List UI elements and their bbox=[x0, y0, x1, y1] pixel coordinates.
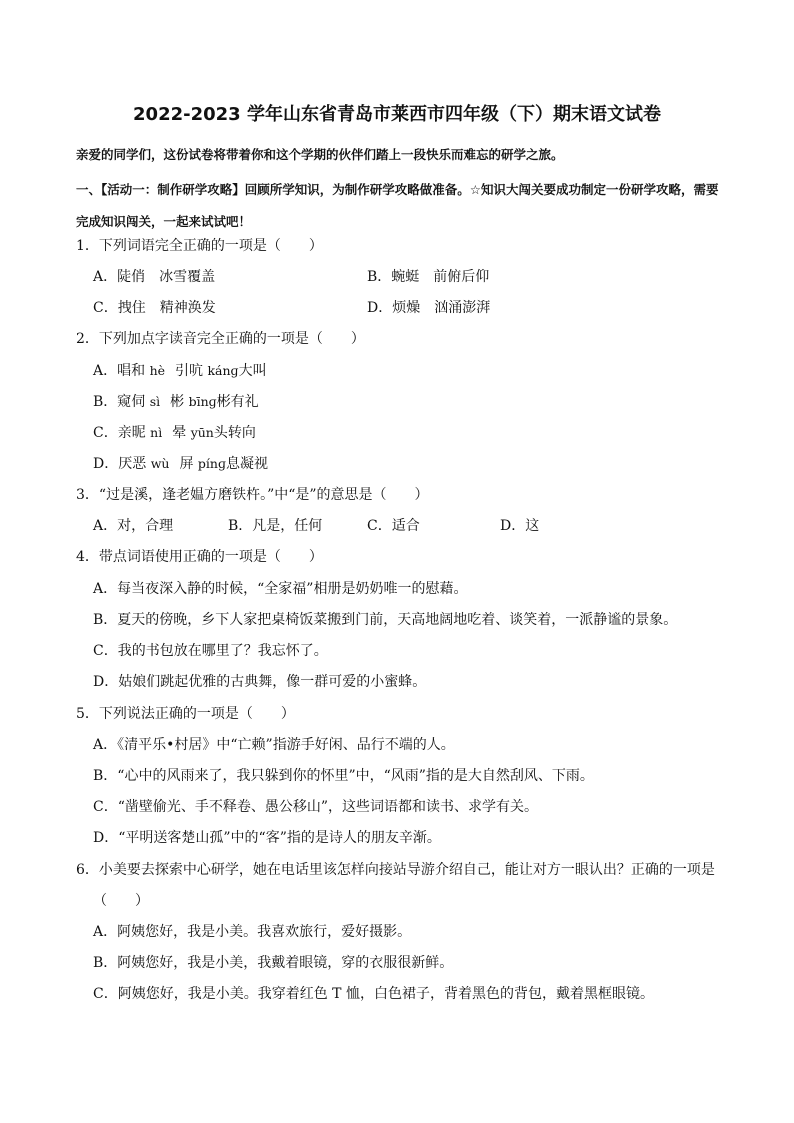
question-stem: 小美要去探索中心研学，她在电话里该怎样向接站导游介绍自己，能让对方一眼认出？正确的一项是 bbox=[98, 862, 715, 878]
question-1 bbox=[76, 236, 736, 256]
question-stem: “过是溪，逢老媪方磨铁杵。”中“是”的意思是（ ） bbox=[98, 487, 429, 503]
option-d: D．厌恶 wù 屏 pínɡ息凝视 bbox=[93, 456, 268, 472]
option-b: B．凡是，任何 bbox=[228, 518, 323, 534]
option-a: A．每当夜深入静的时候，“全家福”相册是奶奶唯一的慰藉。 bbox=[93, 581, 468, 597]
question-stem: 下列词语完全正确的一项是（ ） bbox=[98, 238, 323, 254]
question-2 bbox=[76, 329, 736, 349]
question-stem: 下列加点字读音完全正确的一项是（ ） bbox=[98, 331, 365, 347]
option-d: D．“平明送客楚山孤”中的“客”指的是诗人的朋友辛渐。 bbox=[93, 830, 441, 846]
question-number: 6． bbox=[76, 862, 99, 878]
question-stem: 带点词语使用正确的一项是（ ） bbox=[98, 549, 323, 565]
option-c: C．“凿壁偷光、手不释卷、愚公移山”，这些词语都和读书、求学有关。 bbox=[93, 799, 539, 815]
option-a: A．唱和 hè 引吭 kánɡ大叫 bbox=[93, 363, 267, 379]
question-number: 3． bbox=[76, 487, 99, 503]
question-number: 1． bbox=[76, 238, 99, 254]
question-5 bbox=[76, 704, 736, 724]
option-b: B．窥伺 sì 彬 bīnɡ彬有礼 bbox=[93, 394, 259, 410]
option-d: D．姑娘们跳起优雅的古典舞，像一群可爱的小蜜蜂。 bbox=[93, 674, 427, 690]
question-6 bbox=[76, 860, 736, 880]
question-stem-continuation: （ ） bbox=[93, 893, 149, 909]
option-d: D．这 bbox=[500, 518, 540, 534]
option-b: B．蜿蜓 前俯后仰 bbox=[367, 269, 490, 285]
option-c: C．我的书包放在哪里了？我忘怀了。 bbox=[93, 643, 328, 659]
option-d: D．烦燥 汹涌澎湃 bbox=[367, 300, 491, 316]
option-c: C．适合 bbox=[367, 518, 420, 534]
question-3 bbox=[76, 485, 736, 505]
option-c: C．亲昵 nì 晕 yūn头转向 bbox=[93, 425, 256, 441]
option-c: C．拽住 精神涣发 bbox=[93, 300, 216, 316]
question-number: 5． bbox=[76, 706, 99, 722]
question-4 bbox=[76, 547, 736, 567]
option-b: B．“心中的风雨来了，我只躲到你的怀里”中，“风雨”指的是大自然刮风、下雨。 bbox=[93, 768, 594, 784]
option-b: B．夏天的傍晚，乡下人家把桌椅饭菜搬到门前，天高地阔地吃着、谈笑着，一派静谧的景象。 bbox=[93, 612, 678, 628]
option-a: A．《清平乐•村居》中“亡赖”指游手好闲、品行不端的人。 bbox=[93, 737, 455, 753]
option-a: A．陡俏 冰雪覆盖 bbox=[93, 269, 216, 285]
page-title: 2022-2023 学年山东省青岛市莱西市四年级（下）期末语文试卷 bbox=[133, 104, 661, 125]
option-b: B．阿姨您好，我是小美，我戴着眼镜，穿的衣服很新鲜。 bbox=[93, 955, 454, 971]
option-a: A．阿姨您好，我是小美。我喜欢旅行，爱好摄影。 bbox=[93, 924, 412, 940]
intro-text: 亲爱的同学们，这份试卷将带着你和这个学期的伙伴们踏上一段快乐而难忘的研学之旅。 bbox=[76, 147, 564, 162]
question-number: 2． bbox=[76, 331, 99, 347]
section-heading: 一、【活动一：制作研学攻略】回顾所学知识，为制作研学攻略做准备。☆知识大闯关要成功制定一份研学攻略，需要完成知识闯关，一起来试试吧！ bbox=[76, 182, 719, 229]
option-c: C．阿姨您好，我是小美。我穿着红色 T 恤，白色裙子，背着黑色的背包，戴着黑框眼镜。 bbox=[93, 986, 654, 1002]
question-number: 4． bbox=[76, 549, 99, 565]
question-stem: 下列说法正确的一项是（ ） bbox=[98, 706, 295, 722]
option-a: A．对，合理 bbox=[93, 518, 174, 534]
